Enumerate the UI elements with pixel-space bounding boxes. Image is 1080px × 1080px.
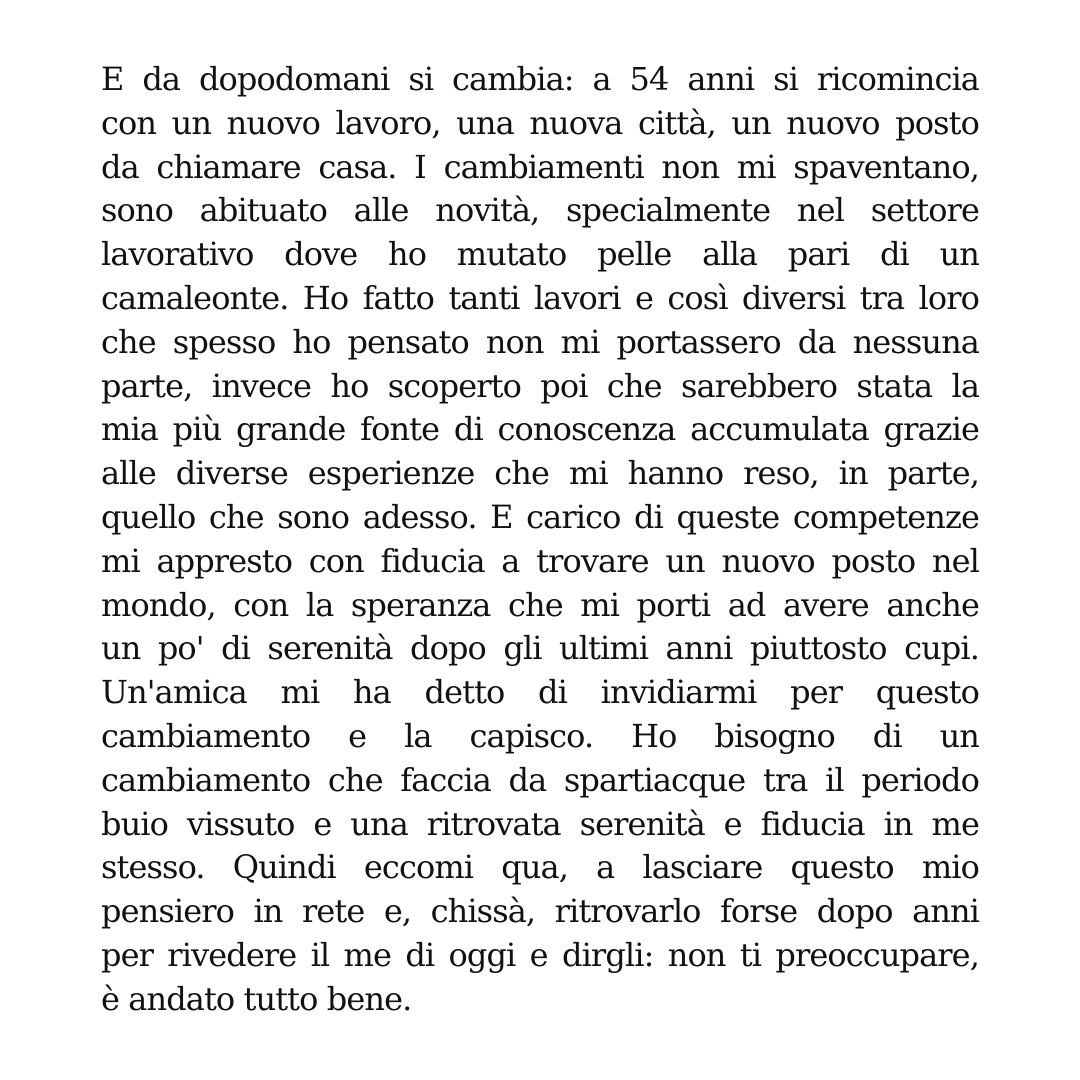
text-line: mi appresto con fiducia a trovare un nuovo posto nel — [101, 541, 979, 580]
text-line: mia più grande fonte di conoscenza accumulata grazie — [101, 410, 979, 449]
text-line-last: è andato tutto bene. — [101, 979, 412, 1018]
text-line: buio vissuto e una ritrovata serenità e fiducia in me — [101, 804, 979, 843]
text-line: con un nuovo lavoro, una nuova città, un nuovo posto — [101, 103, 979, 142]
text-line: per rivedere il me di oggi e dirgli: non ti preoccupare, — [101, 935, 979, 974]
text-line: da chiamare casa. I cambiamenti non mi spaventano, — [101, 147, 979, 186]
text-line: sono abituato alle novità, specialmente nel settore — [101, 191, 979, 230]
text-line: mondo, con la speranza che mi porti ad avere anche — [101, 585, 979, 624]
text-line: Un'amica mi ha detto di invidiarmi per questo — [101, 673, 979, 712]
body-paragraph — [101, 58, 979, 1022]
text-line: alle diverse esperienze che mi hanno reso, in parte, — [101, 454, 979, 493]
text-line: cambiamento e la capisco. Ho bisogno di un — [101, 716, 979, 755]
text-line: E da dopodomani si cambia: a 54 anni si ricomincia — [101, 60, 979, 98]
text-line: camaleonte. Ho fatto tanti lavori e così diversi tra loro — [101, 278, 979, 317]
text-line: pensiero in rete e, chissà, ritrovarlo forse dopo anni — [101, 892, 979, 931]
text-line: che spesso ho pensato non mi portassero da nessuna — [101, 322, 979, 361]
text-line: quello che sono adesso. E carico di queste competenze — [101, 497, 979, 536]
text-line: stesso. Quindi eccomi qua, a lasciare questo mio — [101, 848, 979, 887]
text-line: un po' di serenità dopo gli ultimi anni piuttosto cupi. — [101, 629, 979, 668]
text-line: cambiamento che faccia da spartiacque tra il periodo — [101, 760, 979, 799]
text-line: lavorativo dove ho mutato pelle alla pari di un — [101, 235, 979, 274]
text-line: parte, invece ho scoperto poi che sarebbero stata la — [101, 366, 979, 405]
